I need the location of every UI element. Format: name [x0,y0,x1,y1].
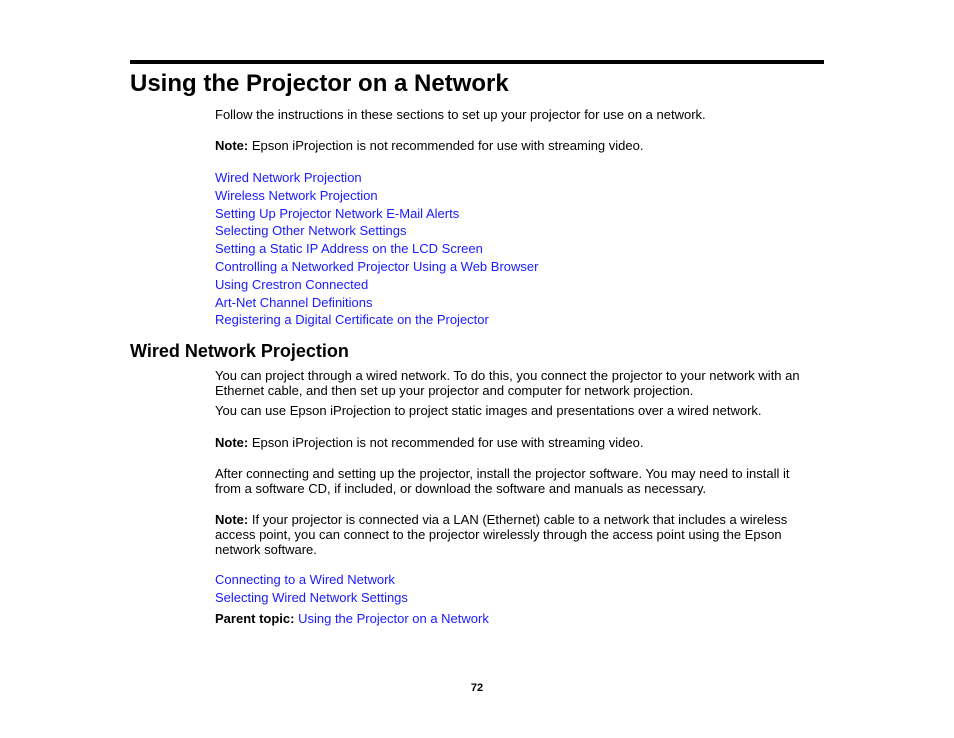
link-art-net-channels[interactable]: Art-Net Channel Definitions [215,294,373,310]
link-email-alerts[interactable]: Setting Up Projector Network E-Mail Alerts [215,205,460,221]
link-static-ip[interactable]: Setting a Static IP Address on the LCD Screen [215,241,483,257]
list-item [215,258,538,276]
link-connecting-wired-network[interactable]: Connecting to a Wired Network [215,572,395,587]
header-rule [130,60,824,64]
list-item [215,571,408,589]
parent-topic-label: Parent topic: [215,611,295,626]
link-crestron-connected[interactable]: Using Crestron Connected [215,276,369,292]
note-label: Note: [215,435,249,450]
note-text: If your projector is connected via a LAN (Ethernet) cable to a network that includes a wireless access point, you can connect to the projector wirelessly through the access point using the Epson network software. [215,512,788,557]
link-other-network-settings[interactable]: Selecting Other Network Settings [215,223,407,239]
link-wired-network-settings[interactable]: Selecting Wired Network Settings [215,590,408,605]
parent-topic [215,611,815,626]
wired-paragraph-1: You can project through a wired network. To do this, you connect the projector to your network with an Ethernet cable, and then set up your projector and computer for network projection. [215,368,800,398]
link-wired-network-projection[interactable]: Wired Network Projection [215,170,362,185]
list-item [215,187,538,205]
link-web-browser-control[interactable]: Controlling a Networked Projector Using a Web Browser [215,258,539,274]
link-wireless-network-projection[interactable]: Wireless Network Projection [215,187,378,203]
note-label: Note: [215,138,249,153]
subsection-link-list [215,571,408,607]
link-parent-topic[interactable]: Using the Projector on a Network [298,611,489,626]
list-item [215,294,538,312]
note-text: Epson iProjection is not recommended for use with streaming video. [248,435,644,450]
list-item [215,276,538,294]
note-label: Note: [215,512,249,527]
link-digital-certificate[interactable]: Registering a Digital Certificate on the Projector [215,312,489,328]
list-item [215,240,538,258]
note-text: Epson iProjection is not recommended for use with streaming video. [248,138,644,153]
wired-paragraph-2: You can use Epson iProjection to project static images and presentations over a wired network. [215,403,762,418]
intro-paragraph: Follow the instructions in these sections to set up your projector for use on a network. [215,107,706,122]
list-item [215,205,538,223]
wired-note-2 [215,512,815,557]
page-title: Using the Projector on a Network [130,70,509,97]
subsection-title: Wired Network Projection [130,341,349,361]
list-item [215,589,408,607]
list-item [215,222,538,240]
wired-note-1 [215,435,815,450]
page-number: 72 [470,682,484,694]
list-item [215,169,538,187]
section-link-list [215,169,538,329]
note-paragraph [215,138,815,153]
list-item [215,311,538,329]
wired-paragraph-3: After connecting and setting up the projector, install the projector software. You may need to install it from a software CD, if included, or download the software and manuals as necessary. [215,466,790,496]
